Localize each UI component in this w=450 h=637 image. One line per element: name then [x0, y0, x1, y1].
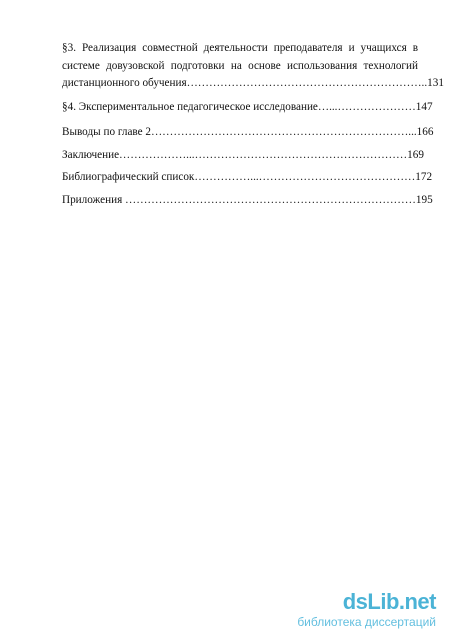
toc-line: Приложения ……………………………………………………………………195: [62, 193, 433, 206]
toc-line: дистанционного обучения………………………………………………………..131: [62, 77, 444, 89]
toc-entry-bibliography: [62, 169, 433, 187]
dslib-logo: [297, 591, 436, 613]
toc-entry-chapter-2-conclusions: [62, 124, 434, 142]
table-of-contents: [62, 40, 444, 209]
logo-prefix: ds: [342, 589, 368, 614]
toc-line: Заключение………………...…………………………………………………169: [62, 148, 424, 161]
watermark-tagline: библиотека диссертаций: [297, 615, 436, 629]
toc-line: §4. Экспериментальное педагогическое исследование…...…………………147: [62, 100, 433, 113]
toc-entry-appendices: [62, 192, 433, 210]
logo-suffix: Lib.net: [367, 589, 436, 614]
toc-line: Библиографический список……………...……………………………………172: [62, 171, 433, 183]
toc-entry-section-4: [62, 99, 433, 117]
toc-line: Выводы по главе 2……………………………………………………………...166: [62, 126, 434, 138]
toc-line: §3. Реализация совместной деятельности преподавателя и учащихся в: [62, 42, 418, 54]
toc-entry-conclusion: [62, 147, 424, 165]
toc-entry-section-3: [62, 40, 444, 93]
toc-line: системе довузовской подготовки на основе использования технологий: [62, 59, 418, 72]
dslib-watermark: [297, 591, 436, 629]
